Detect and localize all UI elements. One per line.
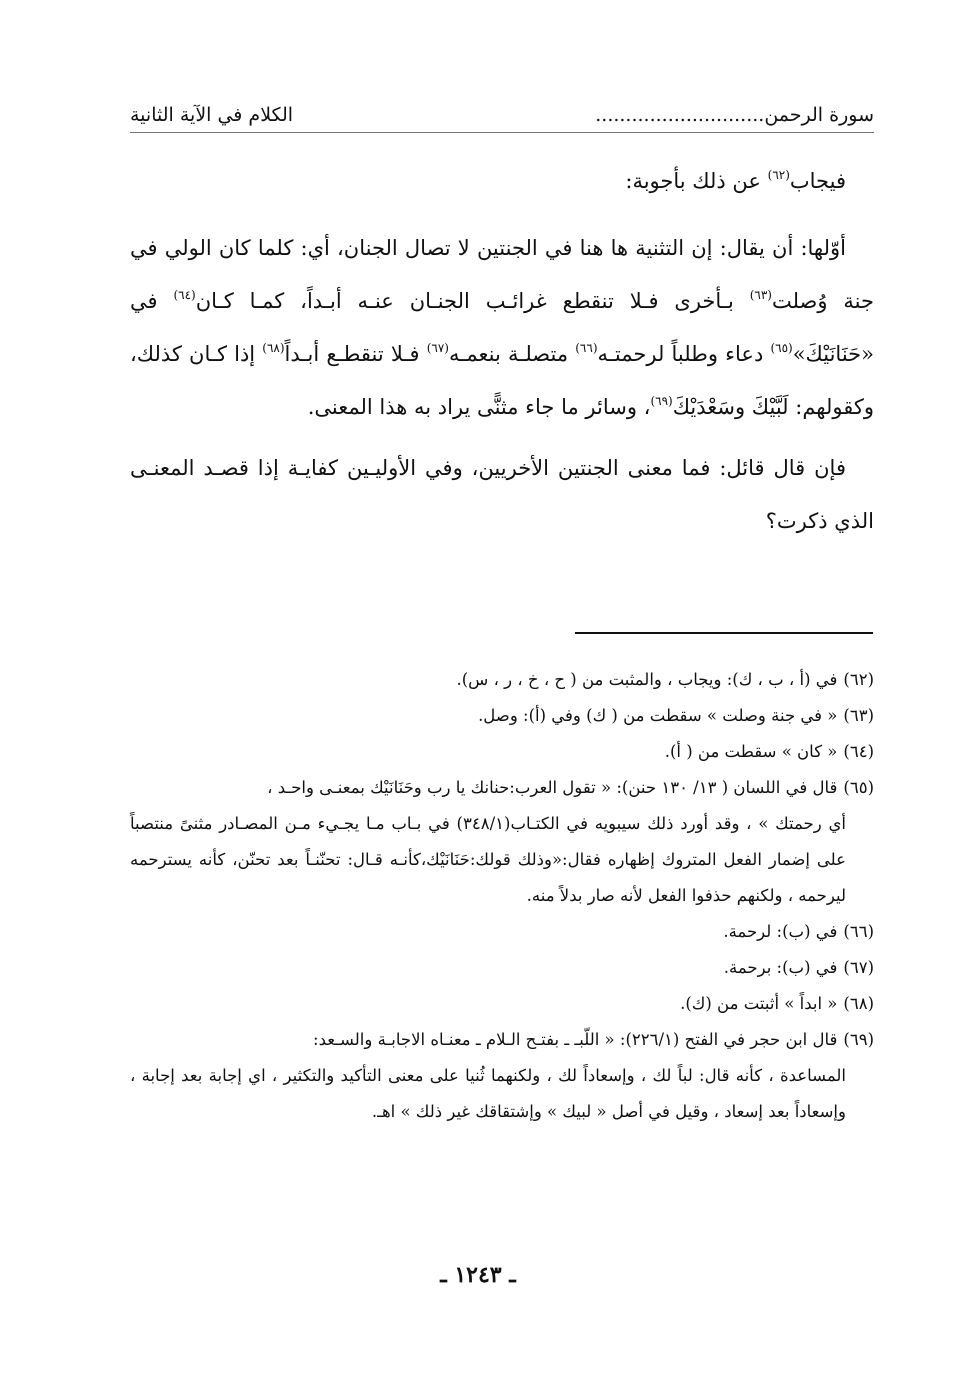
header-rule xyxy=(130,132,874,133)
running-header-section: الكلام في الآية الثانية xyxy=(130,104,294,126)
footnote-ref-67: (٦٧) xyxy=(426,341,449,355)
page-number: ـ ١٢٤٣ ـ xyxy=(440,1262,516,1288)
footnote-66: (٦٦)في (ب): لرحمة. xyxy=(723,922,874,941)
header-dot-leader: ............................ xyxy=(595,104,765,126)
footnote-65: (٦٥)قال في اللسان ( ١٣/ ١٣٠ حنن): « تقول العرب:حنانك يا رب وحَنَانَيْك بمعنـى واحـد ، xyxy=(267,778,874,797)
footnote-ref-63: (٦٣) xyxy=(749,288,772,302)
footnotes xyxy=(130,662,874,1130)
footnote-63: (٦٣)« في جنة وصلت » سقطت من ( ك) وفي (أ): وصل. xyxy=(478,706,874,725)
running-header xyxy=(130,100,874,130)
paragraph-first-answer: أوّلها: أن يقال: إن التثنية ها هنا في الجنتين لا تصال الجنان، أي: كلما كان الولي في جنة وُصلت$^{(٦٣)}$ بـأخرى فـلا تنقطع غرائـب الجنـان عنـه أبـداً، كمـا كـان$^{(٦٤)}$ في «حَنَانَيْكَ»$^{(٦٥)}$ دعاء وطلباً لرحمتـه$^{(٦٦)}$ متصلـة بنعمـه$^{(٦٧)}$ فـلا تنقطـع أبـداً$^{(٦٨)}$ إذا كـان كذلك، وكقولهم: لَبَّيْكَ وسَعْدَيْكَ$^{(٦٩)}$، وسائر ما جاء مثنًّى يراد به هذا المعنى. xyxy=(130,236,874,419)
footnote-67: (٦٧)في (ب): برحمة. xyxy=(723,958,874,977)
footnote-ref-69: (٦٩) xyxy=(650,394,673,408)
footnote-65-continued: أي رحمتك » ، وقد أورد ذلك سيبويه في الكتـاب(٣٤٨/١) في بـاب مـا يجـيء مـن المصـادر مثنىً منتصباً على إضمار الفعل المتروك إظهاره فقال:«وذلك قولك:حَنَانَيْك،كأنـه قـال: تحنّنـاً بعد تحنّن، كأنه يسترحمه ليرحمه ، ولكنهم حذفوا الفعل لأنه صار بدلاً منه. xyxy=(130,814,846,905)
footnote-separator xyxy=(575,632,873,634)
footnote-69: (٦٩)قال ابن حجر في الفتح (٢٢٦/١): « اللّبـ ـ بفتـح الـلام ـ معنـاه الاجابـة والسـعد: xyxy=(313,1030,874,1049)
footnote-62: (٦٢)في (أ ، ب ، ك): ويجاب ، والمثبت من ( ح ، خ ، ر ، س). xyxy=(456,670,874,689)
footnote-ref-65: (٦٥) xyxy=(770,341,793,355)
footnote-ref-62: (٦٢) xyxy=(767,168,790,182)
paragraph-intro: فيجاب$^{(٦٢)}$ عن ذلك بأجوبة: xyxy=(625,168,846,193)
footnote-ref-66: (٦٦) xyxy=(575,341,598,355)
footnote-ref-68: (٦٨) xyxy=(262,341,285,355)
footnote-64: (٦٤)« كان » سقطت من ( أ). xyxy=(664,742,874,761)
running-header-surah: سورة الرحمن............................ xyxy=(595,104,874,126)
footnote-ref-64: (٦٤) xyxy=(173,288,196,302)
footnote-69-continued: المساعدة ، كأنه قال: لباً لك ، وإسعاداً لك ، ولكنهما ثُنيا على معنى التأكيد والتكثير ، اي إجابة بعد إجابة ، وإسعاداً بعد إسعاد ، وقيل في أصل « لبيك » وإشتقاقك غير ذلك » اهـ. xyxy=(130,1066,846,1121)
main-text xyxy=(130,155,874,556)
paragraph-question: فإن قال قائل: فما معنى الجنتين الأخريين، وفي الأوليـين كفايـة إذا قصـد المعنـى الذي ذكرت؟ xyxy=(130,456,874,533)
footnote-68: (٦٨)« ابداً » أثبتت من (ك). xyxy=(680,994,874,1013)
